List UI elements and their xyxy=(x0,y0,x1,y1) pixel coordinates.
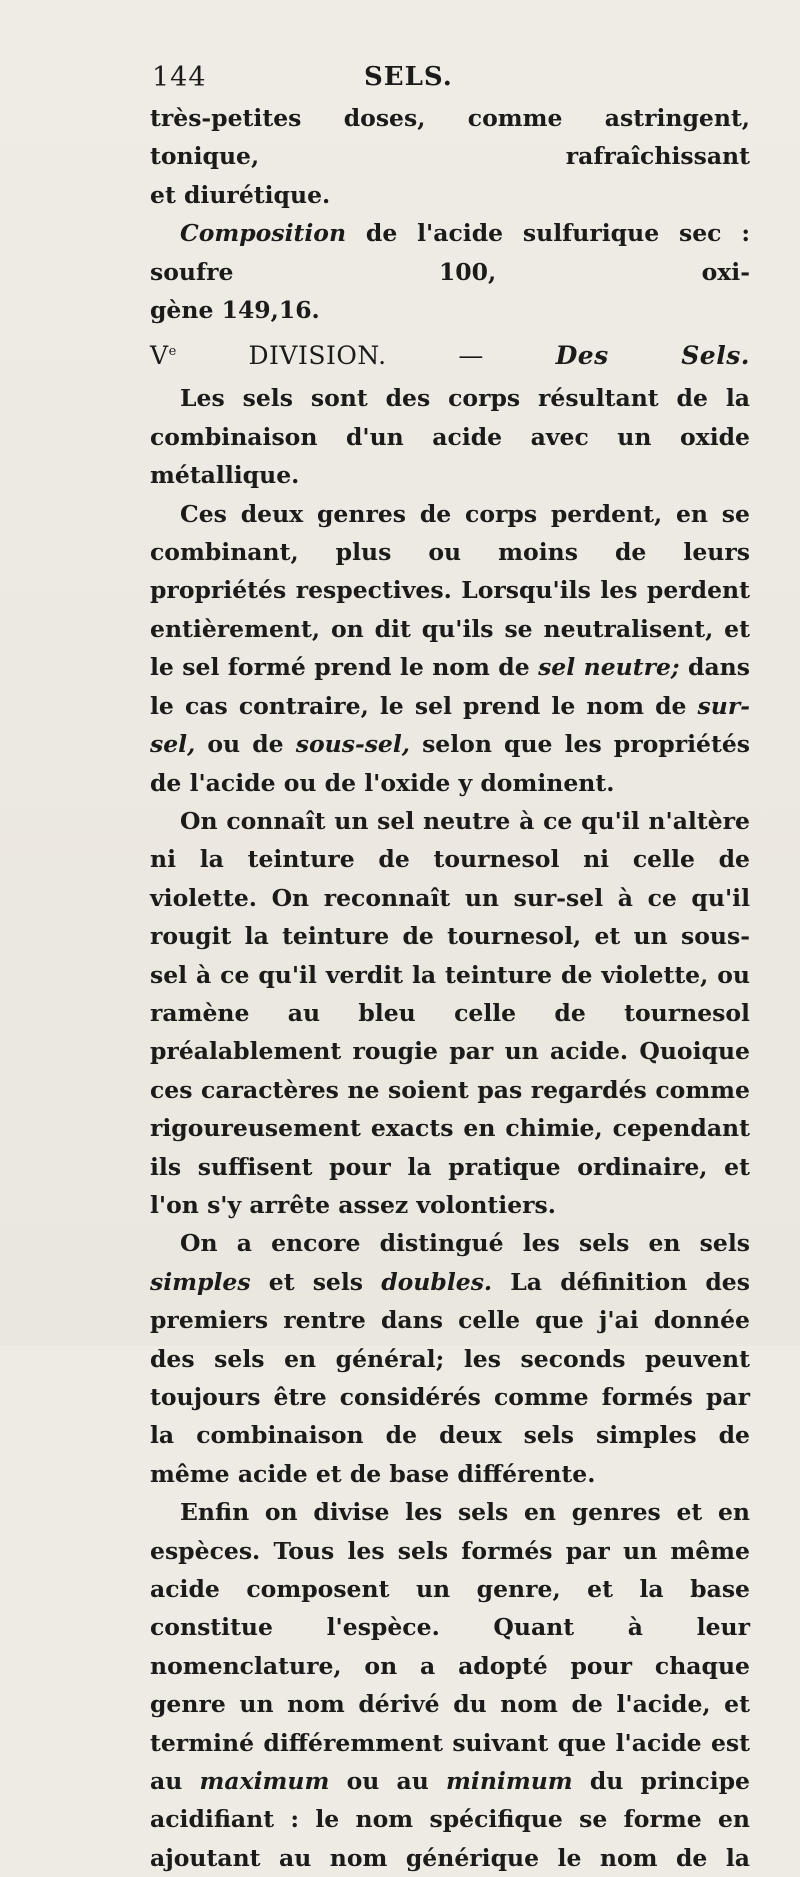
section-heading xyxy=(150,329,750,379)
paragraph-2-text-e: ou de xyxy=(195,730,296,759)
term-sur-sel: sur-sel, xyxy=(150,691,750,759)
paragraph-4-text-a: On a encore distingué les sels en sels xyxy=(180,1229,750,1258)
composition-text: de l'acide sulfurique sec : soufre 100, oxi- xyxy=(150,219,750,286)
composition-values: gène 149,16. xyxy=(150,296,320,325)
term-maximum: maximum xyxy=(199,1767,330,1796)
term-minimum: minimum xyxy=(446,1767,573,1796)
division-title: Des Sels. xyxy=(555,341,750,371)
paragraph-3-text: On connaît un sel neutre à ce qu'il n'altère ni la teinture de tournesol ni celle de violette. On reconnaît un sur-sel à ce qu'il rougit la teinture de tournesol, et un sous-sel à ce qu'il verdit la teinture de violette, ou ramène au bleu celle de tournesol préalablement rougie par un acide. Quoique ces caractères ne soient pas regardés comme rigoureusement exacts en chimie, cependant ils suffisent pour la pratique ordinaire, et l'on s'y arrête assez volontiers. xyxy=(150,806,750,1219)
paragraph-5 xyxy=(150,1493,750,1877)
paragraph-composition xyxy=(150,214,750,291)
paragraph-4-text-c: et sels xyxy=(250,1267,382,1296)
paragraph-4 xyxy=(150,1224,750,1493)
paragraph-2 xyxy=(150,495,750,802)
division-numeral: V xyxy=(150,341,169,371)
running-head xyxy=(152,62,552,102)
paragraph-5-text-c: ou au xyxy=(329,1767,447,1796)
division-superscript: e xyxy=(168,344,177,360)
text-block xyxy=(150,99,750,1877)
paragraph-composition-end xyxy=(150,291,750,329)
composition-label: Composition xyxy=(180,219,347,248)
page-number: 144 xyxy=(152,62,207,93)
paragraph-2-text-c: dans le cas contraire, le sel prend le nom de xyxy=(150,653,750,720)
term-sel-neutre: sel neutre; xyxy=(538,653,680,682)
term-sous-sel: sous-sel, xyxy=(295,730,410,759)
paragraph-1-text: Les sels sont des corps résultant de la combinaison d'un acide avec un oxide métallique. xyxy=(150,384,750,490)
term-simples: simples xyxy=(150,1267,251,1296)
line-1: très-petites doses, comme astringent, tonique, rafraîchissant xyxy=(150,104,750,171)
line-2: et diurétique. xyxy=(150,180,331,209)
running-title: SELS. xyxy=(364,62,453,92)
paragraph-2-text-g: selon que les propriétés de l'acide ou de l'oxide y dominent. xyxy=(150,730,751,797)
paragraph-continued-end xyxy=(150,176,750,214)
paragraph-5-text-e: du principe acidifiant : le nom spécifique se forme en ajoutant au nom générique le nom de la xyxy=(150,1767,751,1872)
paragraph-1 xyxy=(150,379,750,494)
paragraph-continued xyxy=(150,99,750,176)
term-doubles: doubles. xyxy=(381,1267,493,1296)
paragraph-4-text-e: La définition des premiers rentre dans celle que j'ai donnée des sels en général; les seconds peuvent toujours être considérés comme formés par la combinaison de deux sels simples de même acide et de base différente. xyxy=(150,1267,750,1488)
paragraph-2-text-a: Ces deux genres de corps perdent, en se combinant, plus ou moins de leurs propriétés respectives. Lorsqu'ils les perdent entièrement, on dit qu'ils se neutralisent, et le sel formé prend le nom de xyxy=(150,499,750,682)
division-label: DIVISION. — xyxy=(176,341,556,371)
paragraph-3 xyxy=(150,802,750,1224)
paragraph-5-text-a: Enfin on divise les sels en genres et en espèces. Tous les sels formés par un même acide composent un genre, et la base constitue l'espèce. Quant à leur nomenclature, on a adopté pour chaque genre un nom dérivé du nom de l'acide, et terminé différemment suivant que l'acide est au xyxy=(150,1498,750,1796)
